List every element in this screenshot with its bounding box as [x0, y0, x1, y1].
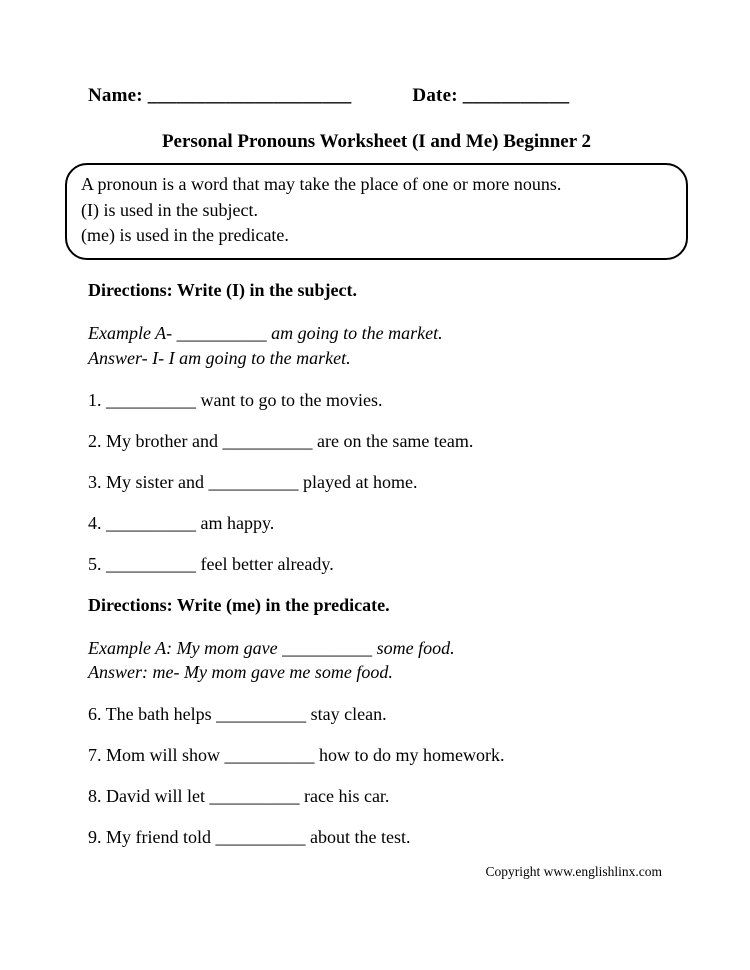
question-item-7: 7. Mom will show __________ how to do my homework.	[88, 745, 505, 766]
section1-example	[88, 321, 688, 370]
name-label: Name:	[88, 85, 143, 106]
date-blank-line: ___________	[462, 85, 570, 106]
answer-line: Answer: me- My mom gave me some food.	[88, 662, 393, 683]
question-item-5: 5. __________ feel better already.	[88, 553, 334, 574]
example-line: Example A: My mom gave __________ some food.	[88, 637, 455, 658]
definition-line: A pronoun is a word that may take the place of one or more nouns.	[81, 174, 562, 194]
name-date-row	[88, 85, 688, 107]
name-blank-line: _____________________	[147, 85, 352, 106]
copyright-text: Copyright www.englishlinx.com	[485, 864, 662, 880]
question-item-2: 2. My brother and __________ are on the same team.	[88, 430, 474, 451]
section2-example	[88, 636, 688, 685]
worksheet-title: Personal Pronouns Worksheet (I and Me) Beginner 2	[161, 131, 592, 152]
date-label: Date:	[412, 85, 458, 106]
definition-line: (I) is used in the subject.	[81, 199, 258, 220]
question-item-8: 8. David will let __________ race his car.	[88, 786, 390, 807]
definition-line: (me) is used in the predicate.	[81, 225, 289, 246]
example-line: Example A- __________ am going to the market.	[88, 323, 443, 344]
question-item-6: 6. The bath helps __________ stay clean.	[88, 704, 387, 725]
question-item-9: 9. My friend told __________ about the test.	[88, 827, 411, 848]
section2-directions: Directions: Write (me) in the predicate.	[88, 594, 390, 615]
section1-directions: Directions: Write (I) in the subject.	[88, 280, 357, 301]
pronoun-definition-box	[65, 163, 688, 260]
question-item-1: 1. __________ want to go to the movies.	[88, 389, 383, 410]
question-item-4: 4. __________ am happy.	[88, 512, 275, 533]
question-item-3: 3. My sister and __________ played at home.	[88, 471, 418, 492]
answer-line: Answer- I- I am going to the market.	[88, 347, 351, 368]
